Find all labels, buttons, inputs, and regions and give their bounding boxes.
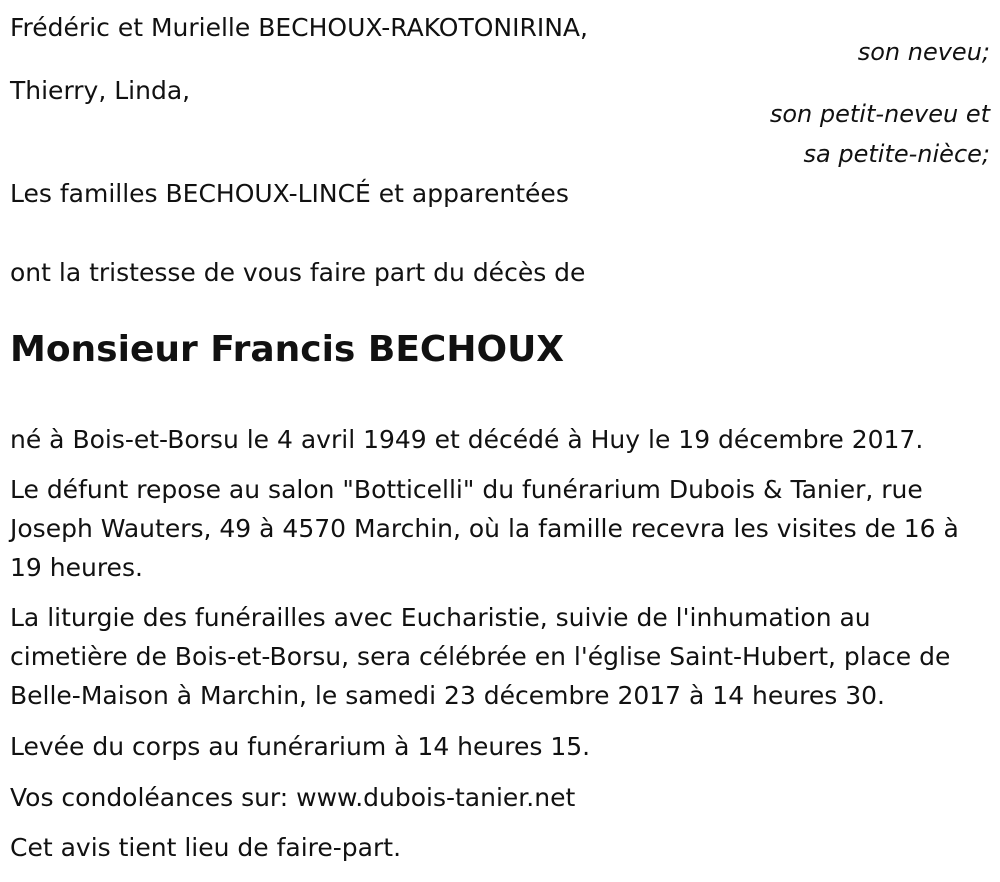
rest-location-text: Le défunt repose au salon "Botticelli" du funérarium Dubois & Tanier, rue Joseph Wauters, 49 à 4570 Marchin, où la famille recevra les visites de 16 à 19 heures. [10,475,959,582]
family-line-2: Thierry, Linda, [10,76,191,105]
family-role-nephew: son neveu; [857,38,990,66]
condolences-text: Vos condoléances sur: www.dubois-tanier.net [10,783,576,812]
family-role-grandniece: sa petite-nièce; [803,140,990,168]
liturgy-text: La liturgie des funérailles avec Eucharistie, suivie de l'inhumation au cimetière de Bois-et-Borsu, sera célébrée en l'église Saint-Hubert, place de Belle-Maison à Marchin, le samedi 23 décembre 2017 à 14 heures 30. [10,603,951,710]
family-role-grandnephew: son petit-neveu et [769,100,990,128]
deceased-name: Monsieur Francis BECHOUX [10,329,565,370]
notice-text: Cet avis tient lieu de faire-part. [10,833,402,862]
levee-text: Levée du corps au funérarium à 14 heures 15. [10,732,591,761]
announcement-text: ont la tristesse de vous faire part du décès de [10,258,586,287]
family-line-1: Frédéric et Murielle BECHOUX-RAKOTONIRINA, [10,13,588,42]
birth-death-text: né à Bois-et-Borsu le 4 avril 1949 et décédé à Huy le 19 décembre 2017. [10,425,924,454]
family-line-3: Les familles BECHOUX-LINCÉ et apparentées [10,179,569,208]
